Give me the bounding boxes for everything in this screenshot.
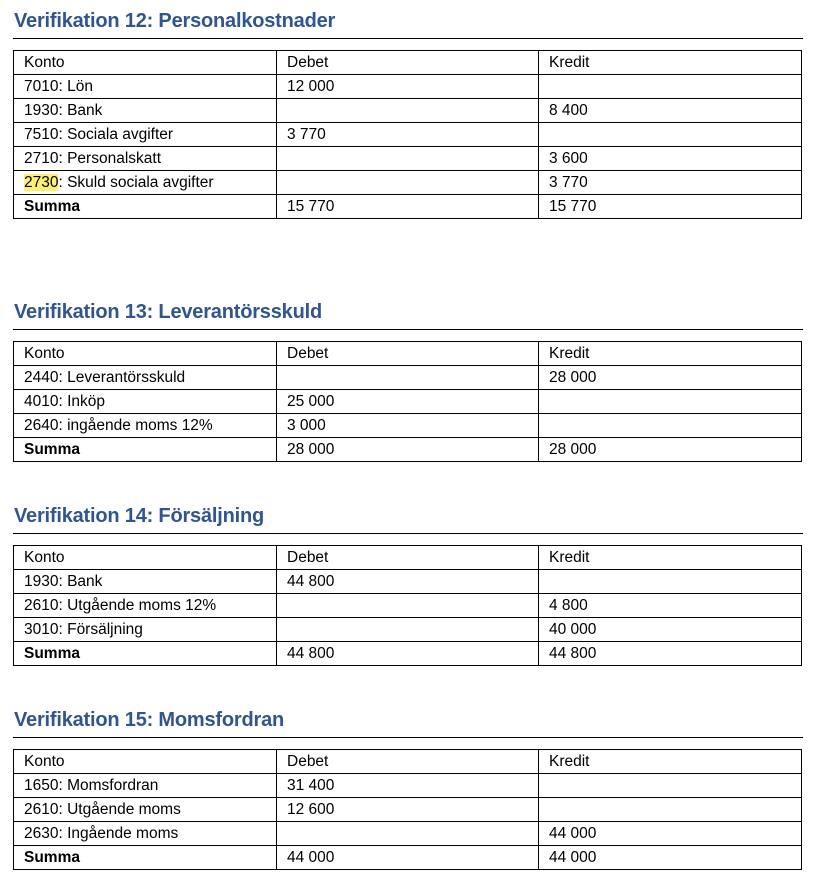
konto-name: : Inköp: [58, 393, 106, 410]
konto-number: 1930: [24, 573, 59, 590]
column-header: Kredit: [539, 51, 802, 75]
column-header: Konto: [14, 750, 277, 774]
column-header: Debet: [277, 342, 539, 366]
summa-kredit: 44 800: [539, 642, 802, 666]
kredit-cell: 28 000: [539, 366, 802, 390]
konto-number: 2640: [24, 417, 59, 434]
konto-name: : Försäljning: [58, 621, 143, 638]
konto-number: 1650: [24, 777, 59, 794]
table-header-row: [14, 546, 802, 570]
ledger-table: [13, 545, 802, 666]
konto-name: : Skuld sociala avgifter: [58, 174, 214, 191]
table-row: [14, 123, 802, 147]
debet-cell: 44 800: [277, 570, 539, 594]
konto-name: : Utgående moms: [58, 801, 181, 818]
kredit-cell: [539, 414, 802, 438]
heading-rule: [13, 737, 803, 738]
konto-cell: [14, 594, 277, 618]
debet-cell: 12 600: [277, 798, 539, 822]
kredit-cell: [539, 123, 802, 147]
debet-cell: [277, 618, 539, 642]
konto-cell: [14, 75, 277, 99]
table-row: [14, 366, 802, 390]
heading-rule: [13, 329, 803, 330]
table-row: [14, 618, 802, 642]
summa-label: Summa: [14, 438, 277, 462]
konto-name: : Leverantörsskuld: [58, 369, 186, 386]
kredit-cell: [539, 390, 802, 414]
column-header: Debet: [277, 51, 539, 75]
debet-cell: 25 000: [277, 390, 539, 414]
konto-number: 3010: [24, 621, 59, 638]
konto-number: 4010: [24, 393, 59, 410]
section-heading: Verifikation 13: Leverantörsskuld: [14, 301, 322, 323]
summa-label: Summa: [14, 642, 277, 666]
kredit-cell: [539, 570, 802, 594]
konto-name: : Lön: [58, 78, 93, 95]
konto-name: : Sociala avgifter: [58, 126, 174, 143]
ledger-table: [13, 50, 802, 219]
konto-cell: [14, 414, 277, 438]
konto-number: 2630: [24, 825, 59, 842]
summa-row: [14, 642, 802, 666]
table-row: [14, 414, 802, 438]
kredit-cell: 44 000: [539, 822, 802, 846]
section-heading: Verifikation 14: Försäljning: [14, 505, 265, 527]
konto-number: 7510: [24, 126, 59, 143]
kredit-cell: [539, 798, 802, 822]
table-row: [14, 99, 802, 123]
konto-name: : Utgående moms 12%: [58, 597, 217, 614]
table-row: [14, 594, 802, 618]
ledger-table: [13, 749, 802, 870]
konto-name: : Bank: [58, 102, 103, 119]
table-row: [14, 147, 802, 171]
konto-number: 2730: [24, 174, 59, 191]
kredit-cell: 40 000: [539, 618, 802, 642]
debet-cell: [277, 822, 539, 846]
konto-number: 7010: [24, 78, 59, 95]
section-heading: Verifikation 15: Momsfordran: [14, 709, 285, 731]
debet-cell: [277, 366, 539, 390]
summa-debet: 44 000: [277, 846, 539, 870]
table-row: [14, 171, 802, 195]
konto-name: : Momsfordran: [58, 777, 159, 794]
konto-cell: [14, 618, 277, 642]
table-row: [14, 570, 802, 594]
column-header: Kredit: [539, 546, 802, 570]
column-header: Debet: [277, 546, 539, 570]
kredit-cell: 4 800: [539, 594, 802, 618]
summa-row: [14, 195, 802, 219]
verification-section: [13, 300, 804, 462]
konto-cell: [14, 123, 277, 147]
debet-cell: 31 400: [277, 774, 539, 798]
column-header: Konto: [14, 51, 277, 75]
debet-cell: 3 000: [277, 414, 539, 438]
summa-label: Summa: [14, 846, 277, 870]
verification-section: [13, 504, 804, 666]
konto-cell: [14, 798, 277, 822]
table-header-row: [14, 342, 802, 366]
konto-cell: [14, 774, 277, 798]
konto-name: : Bank: [58, 573, 103, 590]
summa-debet: 28 000: [277, 438, 539, 462]
verification-section: [13, 708, 804, 870]
konto-number: 2610: [24, 597, 59, 614]
column-header: Kredit: [539, 750, 802, 774]
debet-cell: [277, 594, 539, 618]
column-header: Konto: [14, 342, 277, 366]
summa-kredit: 44 000: [539, 846, 802, 870]
konto-number: 2440: [24, 369, 59, 386]
summa-row: [14, 438, 802, 462]
kredit-cell: 3 600: [539, 147, 802, 171]
table-row: [14, 774, 802, 798]
summa-row: [14, 846, 802, 870]
konto-name: : Ingående moms: [58, 825, 179, 842]
konto-number: 1930: [24, 102, 59, 119]
table-header-row: [14, 750, 802, 774]
debet-cell: [277, 147, 539, 171]
konto-cell: [14, 822, 277, 846]
debet-cell: 12 000: [277, 75, 539, 99]
summa-kredit: 15 770: [539, 195, 802, 219]
table-row: [14, 75, 802, 99]
ledger-table: [13, 341, 802, 462]
konto-cell: [14, 366, 277, 390]
debet-cell: 3 770: [277, 123, 539, 147]
konto-cell: [14, 171, 277, 195]
column-header: Debet: [277, 750, 539, 774]
konto-cell: [14, 570, 277, 594]
konto-name: : Personalskatt: [58, 150, 162, 167]
table-row: [14, 390, 802, 414]
kredit-cell: [539, 75, 802, 99]
konto-number: 2610: [24, 801, 59, 818]
konto-cell: [14, 390, 277, 414]
summa-debet: 44 800: [277, 642, 539, 666]
heading-rule: [13, 38, 803, 39]
kredit-cell: 8 400: [539, 99, 802, 123]
table-row: [14, 798, 802, 822]
column-header: Konto: [14, 546, 277, 570]
konto-cell: [14, 99, 277, 123]
konto-number: 2710: [24, 150, 59, 167]
verification-section: [13, 9, 804, 219]
summa-kredit: 28 000: [539, 438, 802, 462]
kredit-cell: 3 770: [539, 171, 802, 195]
section-heading: Verifikation 12: Personalkostnader: [14, 10, 336, 32]
column-header: Kredit: [539, 342, 802, 366]
table-header-row: [14, 51, 802, 75]
summa-label: Summa: [14, 195, 277, 219]
summa-debet: 15 770: [277, 195, 539, 219]
debet-cell: [277, 171, 539, 195]
konto-cell: [14, 147, 277, 171]
debet-cell: [277, 99, 539, 123]
kredit-cell: [539, 774, 802, 798]
table-row: [14, 822, 802, 846]
heading-rule: [13, 533, 803, 534]
konto-name: : ingående moms 12%: [58, 417, 213, 434]
